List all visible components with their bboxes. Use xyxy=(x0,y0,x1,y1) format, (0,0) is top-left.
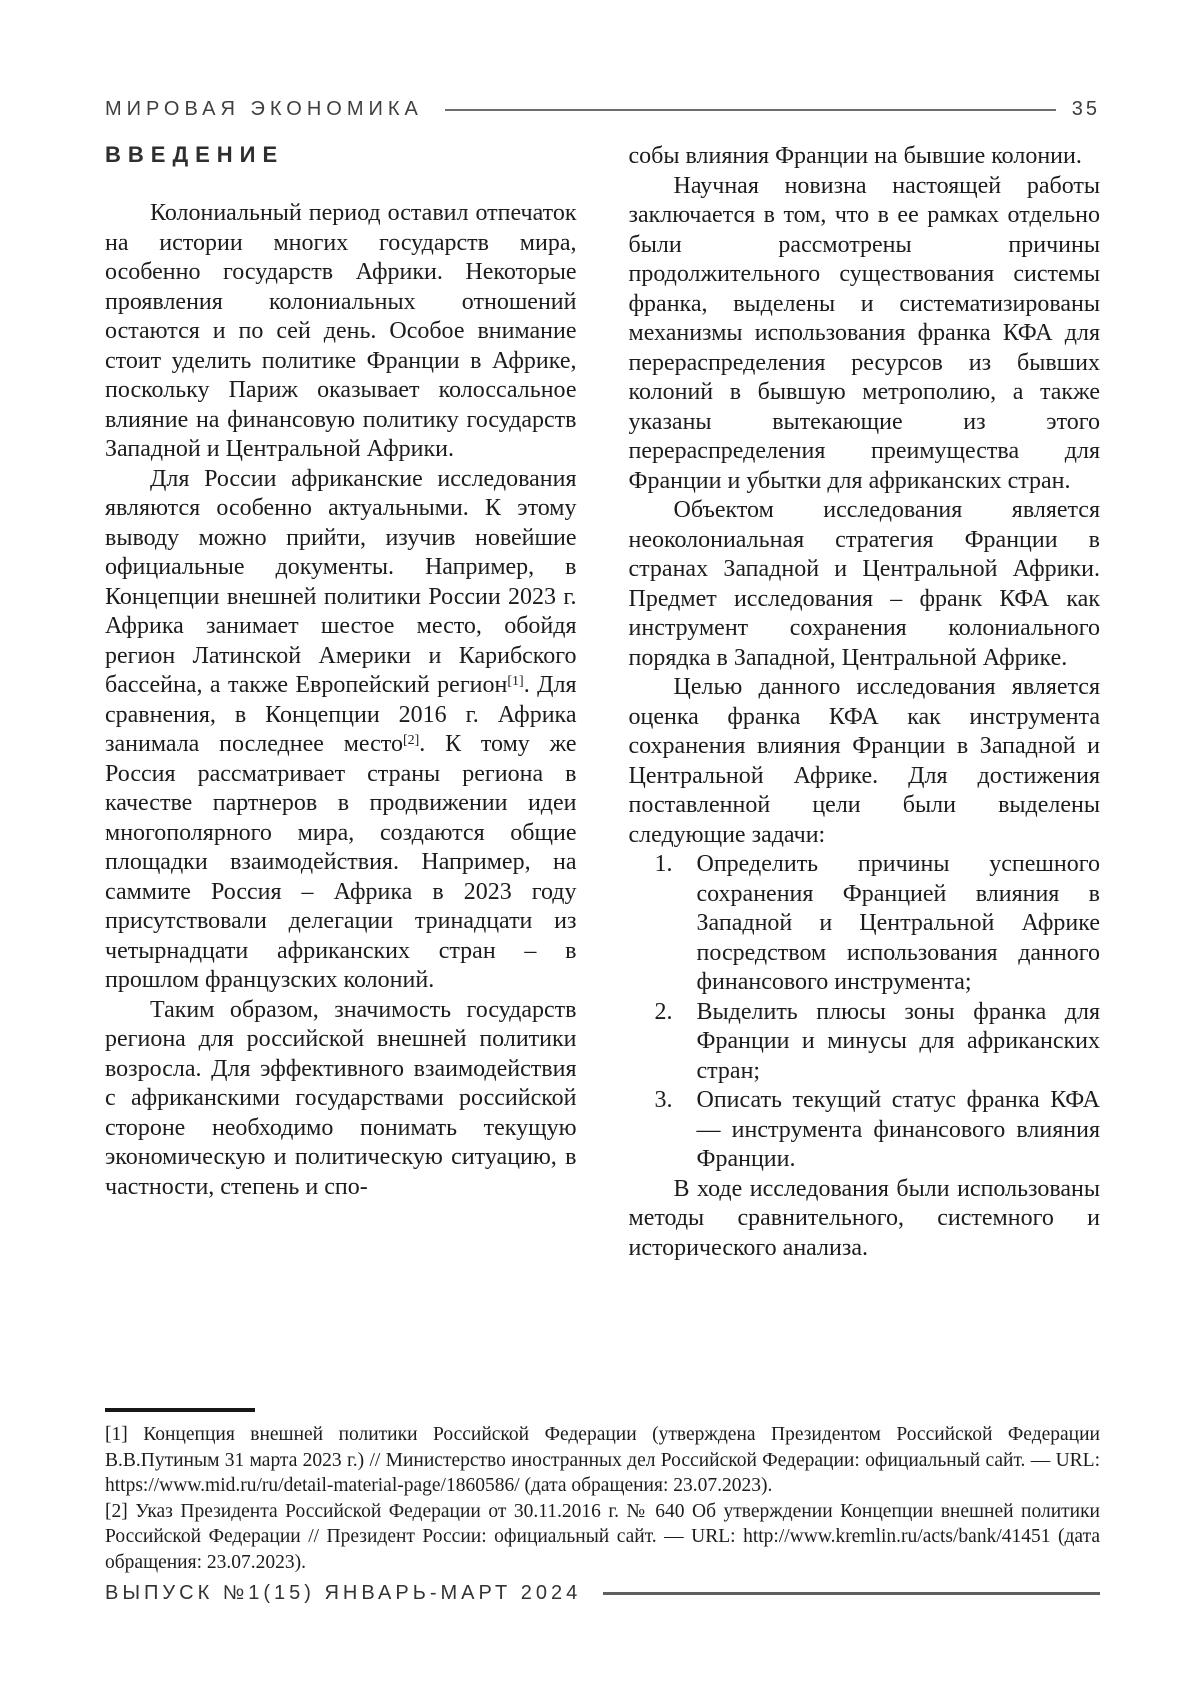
list-item-number: 3. xyxy=(654,1087,673,1113)
footnotes xyxy=(105,1408,1100,1575)
paragraph: Целью данного исследования является оценка франка КФА как инструмента сохранения влияния Франции в Западной и Центральной Африке. Для достижения поставленной цели были выделены следующие задачи: xyxy=(628,674,1100,848)
header-rule xyxy=(445,109,1056,111)
footnote-1: [1] Концепция внешней политики Российской Федерации (утверждена Президентом Российской Федерации В.В.Путиным 31 марта 2023 г.) // Министерство иностранных дел Российской Федерации: официальный сайт. — URL: https://www.mid.ru/ru/detail-material-page/1860586/ (дата обращения: 23.07.2023). xyxy=(105,1424,1100,1496)
page-number: 35 xyxy=(1071,98,1100,120)
footnote-2: [2] Указ Президента Российской Федерации от 30.11.2016 г. № 640 Об утверждении Концепции внешней политики Российской Федерации // Президент России: официальный сайт. — URL: http://www.kremlin.ru/acts/bank/41451 (дата обращения: 23.07.2023). xyxy=(105,1500,1100,1573)
list-item-number: 2. xyxy=(654,998,673,1025)
paragraph-continued: собы влияния Франции на бывшие колонии. xyxy=(628,143,1082,169)
footer-rule xyxy=(603,1592,1100,1595)
journal-section-title: МИРОВАЯ ЭКОНОМИКА xyxy=(105,98,423,120)
list-item xyxy=(629,850,1101,998)
paragraph-text: . К тому же Россия рассматривает страны региона в качестве партнеров в продвижении идеи многополярного мира, создаются общие площадки взаимодействия. Например, на саммите Россия – Африка в 2023 году присутствовали делегации тринадцати из четырнадцати африканских стран – в прошлом французских колоний. xyxy=(105,731,577,993)
list-item xyxy=(629,998,1101,1087)
list-item-text: Определить причины успешного сохранения Францией влияния в Западной и Центральной Африке посредством использования данного финансового инструмента; xyxy=(696,851,1100,995)
left-column xyxy=(105,142,577,1263)
paragraph: Объектом исследования является неоколониальная стратегия Франции в странах Западной и Центральной Африки. Предмет исследования – франк КФА как инструмент сохранения колониального порядка в Западной, Центральной Африке. xyxy=(628,497,1100,671)
footnote-ref-2: [2] xyxy=(402,733,420,748)
paragraph: Колониальный период оставил отпечаток на истории многих государств мира, особенно государств Африки. Некоторые проявления колониальных отношений остаются и по сей день. Особое внимание стоит уделить политике Франции в Африке, поскольку Париж оказывает колоссальное влияние на финансовую политику государств Западной и Центральной Африки. xyxy=(105,200,577,462)
article-body xyxy=(105,142,1100,1263)
task-list xyxy=(629,850,1101,1175)
paragraph xyxy=(105,465,577,996)
issue-title: ВЫПУСК №1(15) ЯНВАРЬ-МАРТ 2024 xyxy=(105,1582,582,1604)
paragraph-text: . Для сравнения, в Концепции 2016 г. Африка занимала последнее место xyxy=(105,672,577,757)
intro-heading: ВВЕДЕНИЕ xyxy=(105,142,285,167)
list-item-text: Выделить плюсы зоны франка для Франции и минусы для африканских стран; xyxy=(696,998,1100,1084)
list-item xyxy=(629,1086,1101,1175)
running-header xyxy=(105,98,1100,121)
running-footer xyxy=(105,1582,1100,1605)
paragraph-text: Для России африканские исследования являются особенно актуальными. К этому выводу можно прийти, изучив новейшие официальные документы. Например, в Концепции внешней политики России 2023 г. Африка занимает шестое место, обойдя регион Латинской Америки и Карибского бассейна, а также Европейский регион xyxy=(105,465,577,698)
right-column xyxy=(629,142,1101,1263)
footnote-rule xyxy=(105,1408,255,1412)
paragraph: В ходе исследования были использованы методы сравнительного, системного и исторического анализа. xyxy=(628,1175,1100,1261)
list-item-number: 1. xyxy=(654,851,673,877)
list-item-text: Описать текущий статус франка КФА — инструмента финансового влияния Франции. xyxy=(696,1087,1100,1172)
paragraph: Научная новизна настоящей работы заключается в том, что в ее рамках отдельно были рассмотрены причины продолжительного существования системы франка, выделены и систематизированы механизмы использования франка КФА для перераспределения ресурсов из бывших колоний в бывшую метрополию, а также указаны вытекающие из этого перераспределения преимущества для Франции и убытки для африканских стран. xyxy=(628,172,1100,494)
paragraph: Таким образом, значимость государств региона для российской внешней политики возросла. Для эффективного взаимодействия с африканскими государствами российской стороне необходимо понимать текущую экономическую и политическую ситуацию, в частности, степень и спо- xyxy=(105,996,577,1200)
footnote-ref-1: [1] xyxy=(507,674,524,689)
